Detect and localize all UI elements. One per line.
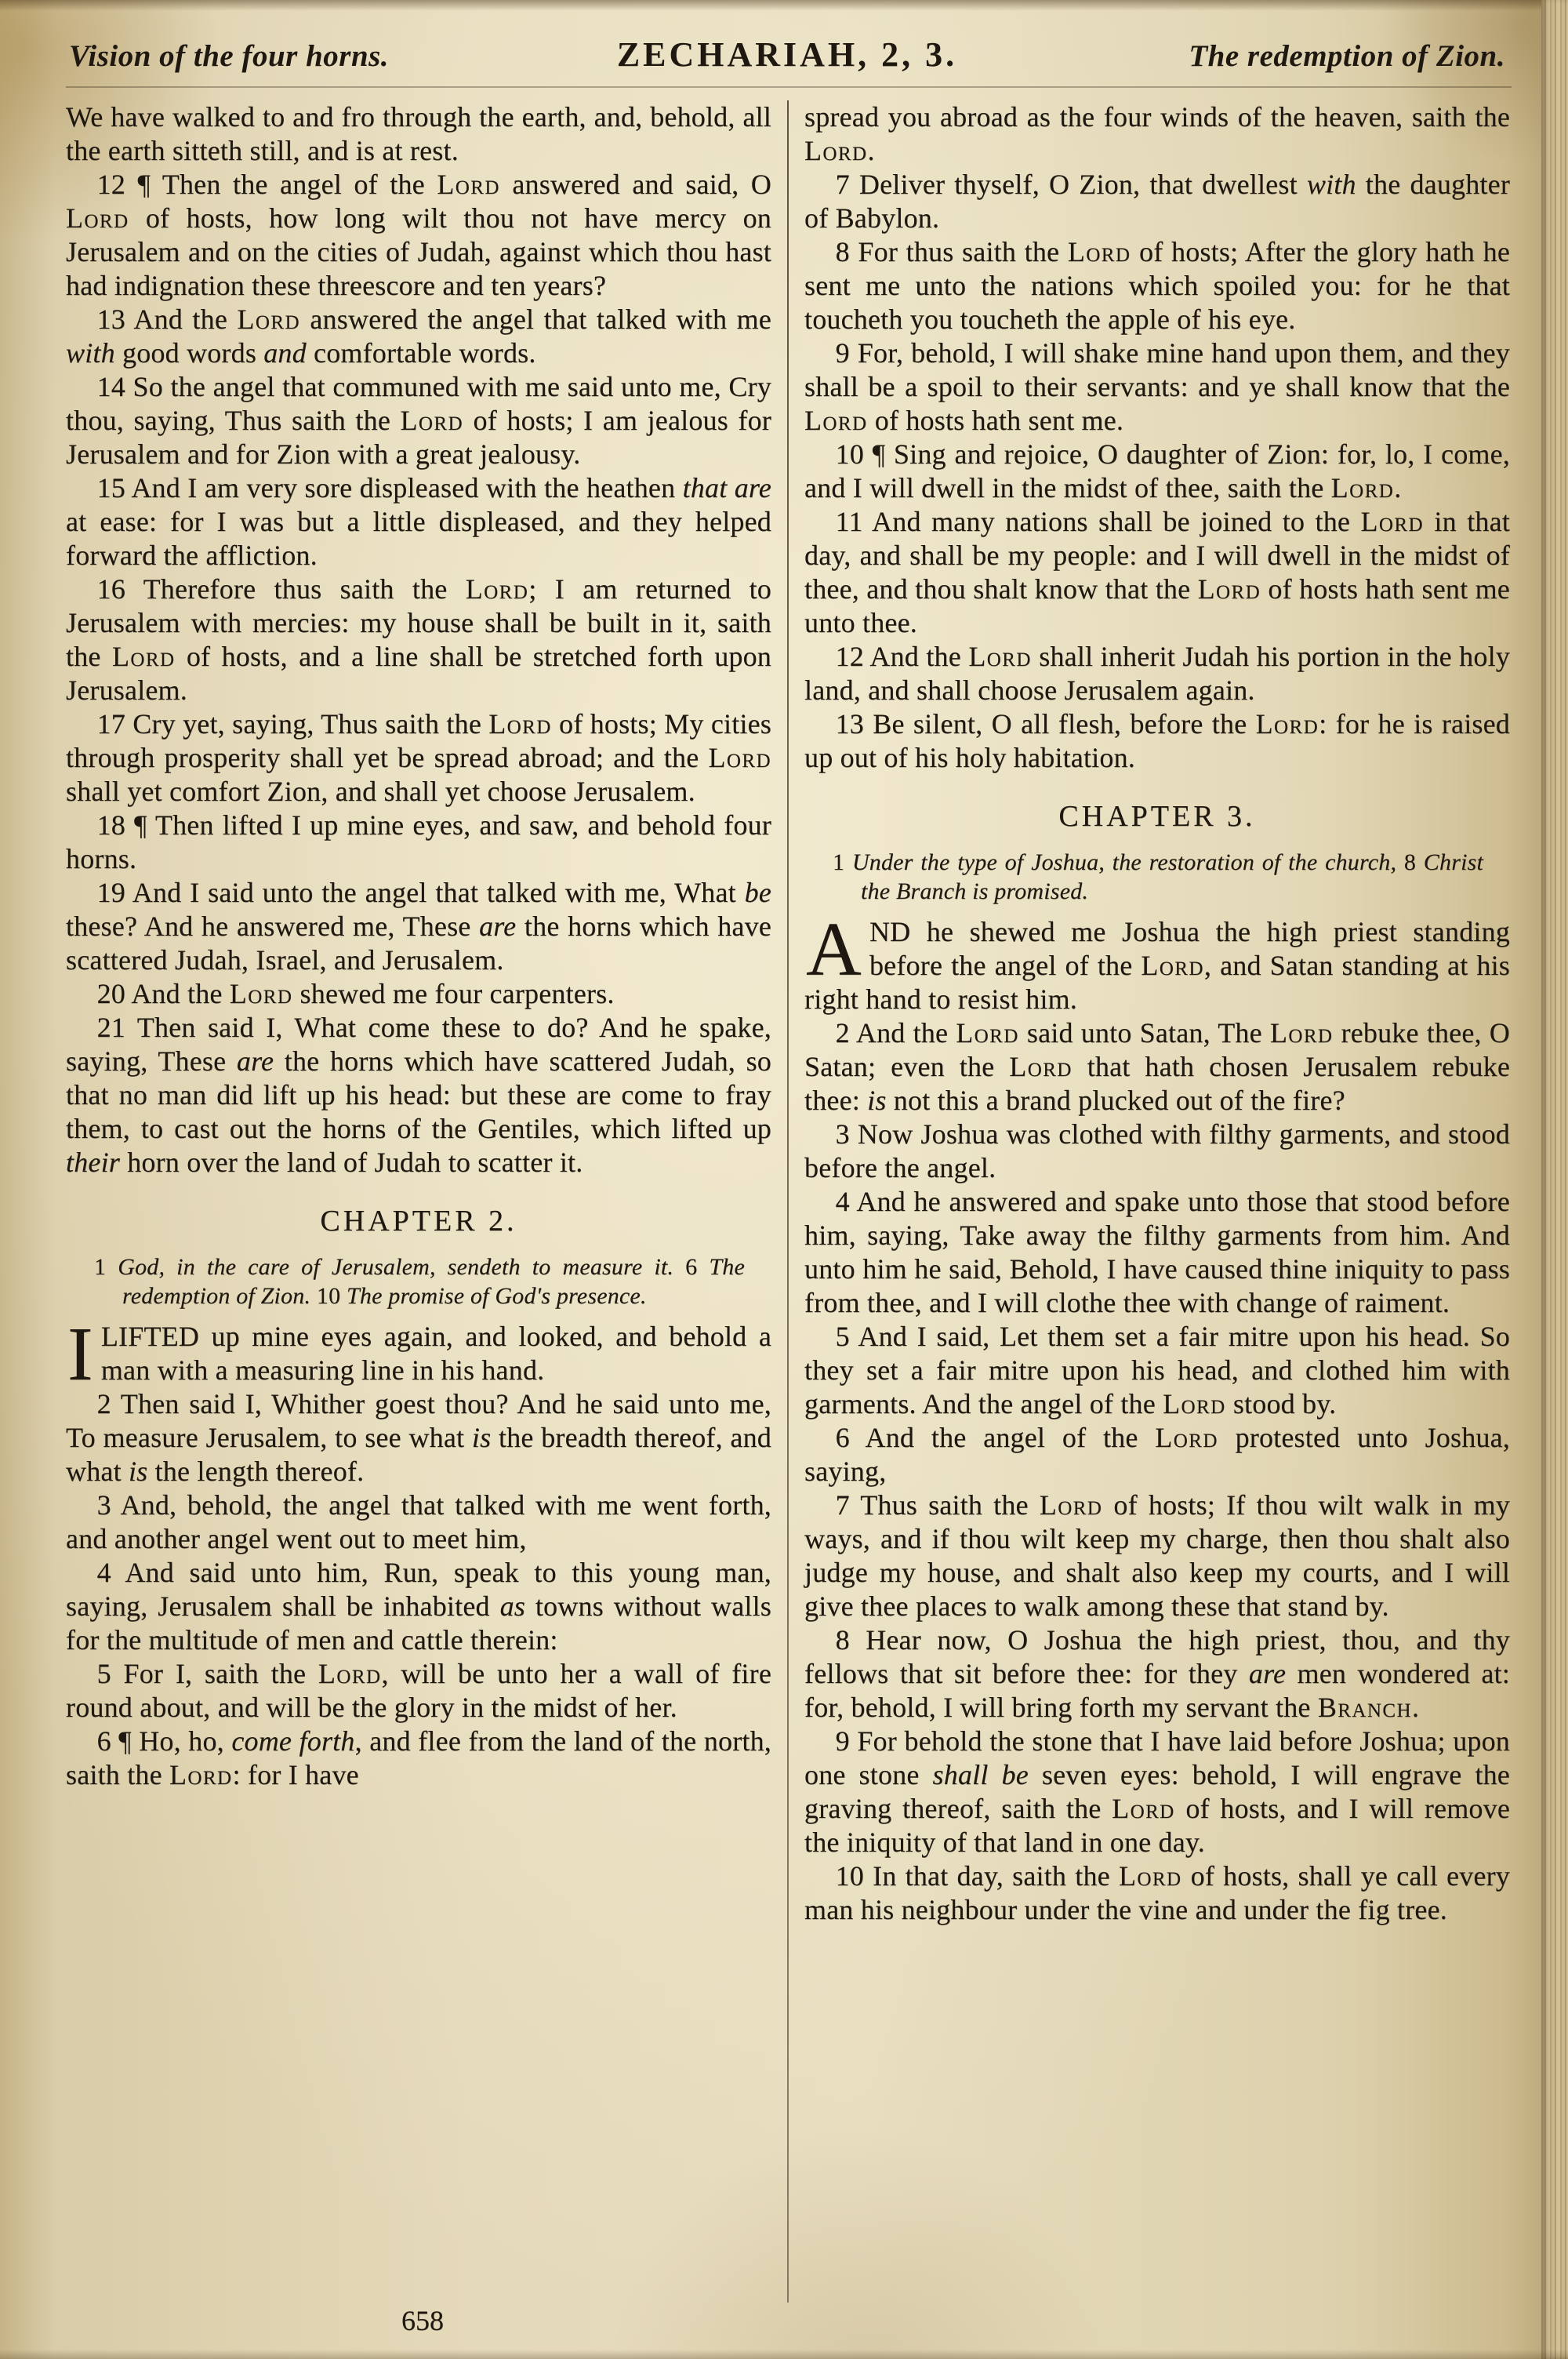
- verse-paragraph: We have walked to and fro through the earth, and, behold, all the earth sitteth still, and is at rest.: [66, 101, 771, 166]
- verse-paragraph: 19 And I said unto the angel that talked with me, What be these? And he answered me, These are the horns which have scattered Judah, Israel, and Jerusalem.: [66, 877, 771, 976]
- verse-paragraph: 3 And, behold, the angel that talked with me went forth, and another angel went out to meet him,: [66, 1489, 771, 1554]
- header-rule: [66, 86, 1512, 88]
- verse-paragraph: 8 Hear now, O Joshua the high priest, thou, and thy fellows that sit before thee: for they are men wondered at: for, behold, I will bring forth my servant the Branch.: [804, 1624, 1510, 1723]
- verse-paragraph: 5 For I, saith the Lord, will be unto her a wall of fire round about, and will be the glory in the midst of her.: [66, 1658, 771, 1723]
- verse-paragraph: 2 And the Lord said unto Satan, The Lord rebuke thee, O Satan; even the Lord that hath chosen Jerusalem rebuke thee: is not this a brand plucked out of the fire?: [804, 1017, 1510, 1116]
- verse-paragraph: 6 ¶ Ho, ho, come forth, and flee from the land of the north, saith the Lord: for I have: [66, 1725, 772, 1790]
- verse-paragraph: 12 And the Lord shall inherit Judah his portion in the holy land, and shall choose Jerusalem again.: [804, 641, 1510, 706]
- verse-paragraph: 21 Then said I, What come these to do? And he spake, saying, These are the horns which have scattered Judah, so that no man did lift up his head: but these are come to fray them, to cast out the horns of the Gentiles, which lifted up their horn over the land of Judah to scatter it.: [66, 1012, 771, 1178]
- drop-cap-initial: A: [806, 907, 862, 992]
- verse-paragraph: 15 And I am very sore displeased with the heathen that are at ease: for I was but a little displeased, and they helped forward the affliction.: [66, 472, 771, 571]
- text-area: [66, 100, 1510, 2303]
- book-page-edges: [1541, 0, 1568, 2359]
- verse-paragraph: 16 Therefore thus saith the Lord; I am returned to Jerusalem with mercies: my house shall be built in it, saith the Lord of hosts, and a line shall be stretched forth upon Jerusalem.: [66, 573, 772, 706]
- verse-paragraph: spread you abroad as the four winds of the heaven, saith the Lord.: [804, 101, 1510, 166]
- verse-paragraph: 18 ¶ Then lifted I up mine eyes, and saw, and behold four horns.: [66, 809, 771, 874]
- running-head-left: Vision of the four horns.: [69, 39, 390, 73]
- verse-paragraph: 4 And said unto him, Run, speak to this young man, saying, Jerusalem shall be inhabited as towns without walls for the multitude of men and cattle therein:: [66, 1557, 771, 1656]
- page-number: 658: [401, 2305, 444, 2336]
- verse-paragraph: 17 Cry yet, saying, Thus saith the Lord of hosts; My cities through prosperity shall yet be spread abroad; and the Lord shall yet comfort Zion, and shall yet choose Jerusalem.: [66, 708, 771, 807]
- chapter-summary: 1 Under the type of Joshua, the restoration of the church, 8 Christ the Branch is promised.: [833, 849, 1484, 904]
- verse-paragraph: 9 For behold the stone that I have laid before Joshua; upon one stone shall be seven eyes: behold, I will engrave the graving thereof, saith the Lord of hosts, and I will remove the iniquity of that land in one day.: [804, 1725, 1510, 1858]
- verse-paragraph: 9 For, behold, I will shake mine hand upon them, and they shall be a spoil to their servants: and ye shall know that the Lord of hosts hath sent me.: [804, 337, 1510, 436]
- verse-paragraph: 12 ¶ Then the angel of the Lord answered and said, O Lord of hosts, how long wilt thou not have mercy on Jerusalem and on the cities of Judah, against which thou hast had indignation these threescore and ten years?: [66, 169, 771, 301]
- verse-paragraph: 14 So the angel that communed with me said unto me, Cry thou, saying, Thus saith the Lord of hosts; I am jealous for Jerusalem and for Zion with a great jealousy.: [66, 371, 771, 470]
- verse-paragraph: 8 For thus saith the Lord of hosts; After the glory hath he sent me unto the nations which spoiled you: for he that toucheth you toucheth the apple of his eye.: [804, 236, 1510, 335]
- verse-paragraph: 5 And I said, Let them set a fair mitre upon his head. So they set a fair mitre upon his head, and clothed him with garments. And the angel of the Lord stood by.: [804, 1321, 1510, 1419]
- running-header: [69, 35, 1505, 75]
- verse-paragraph: 10 ¶ Sing and rejoice, O daughter of Zion: for, lo, I come, and I will dwell in the midst of thee, saith the Lord.: [804, 438, 1510, 503]
- chapter-heading: CHAPTER 2.: [320, 1205, 517, 1238]
- chapter-summary: 1 God, in the care of Jerusalem, sendeth to measure it. 6 The redemption of Zion. 10 The promise of God's presence.: [94, 1254, 745, 1309]
- verse-paragraph: 13 And the Lord answered the angel that talked with me with good words and comfortable words.: [66, 304, 771, 369]
- verse-paragraph: 2 Then said I, Whither goest thou? And he said unto me, To measure Jerusalem, to see what is the breadth thereof, and what is the length thereof.: [66, 1388, 772, 1487]
- verse-paragraph: ILIFTED up mine eyes again, and looked, and behold a man with a measuring line in his hand.: [67, 1312, 771, 1397]
- verse-paragraph: 7 Thus saith the Lord of hosts; If thou wilt walk in my ways, and if thou wilt keep my charge, then thou shalt also judge my house, and shalt also keep my courts, and I will give thee places to walk among these that stand by.: [804, 1489, 1510, 1622]
- verse-paragraph: 11 And many nations shall be joined to the Lord in that day, and shall be my people: and I will dwell in the midst of thee, and thou shalt know that the Lord of hosts hath sent me unto thee.: [804, 506, 1510, 638]
- verse-paragraph: AND he shewed me Joshua the high priest standing before the angel of the Lord, and Satan standing at his right hand to resist him.: [804, 907, 1510, 1015]
- verse-paragraph: 20 And the Lord shewed me four carpenters.: [96, 978, 615, 1009]
- column-left: [66, 100, 787, 2303]
- verse-paragraph: 7 Deliver thyself, O Zion, that dwellest with the daughter of Babylon.: [804, 169, 1511, 234]
- verse-paragraph: 10 In that day, saith the Lord of hosts, shall ye call every man his neighbour under the vine and under the fig tree.: [804, 1860, 1510, 1925]
- verse-paragraph: 3 Now Joshua was clothed with filthy garments, and stood before the angel.: [804, 1118, 1510, 1183]
- chapter-heading: CHAPTER 3.: [1058, 800, 1256, 833]
- drop-cap-initial: I: [67, 1312, 93, 1397]
- running-head-center: ZECHARIAH, 2, 3.: [616, 35, 958, 74]
- verse-paragraph: 13 Be silent, O all flesh, before the Lord: for he is raised up out of his holy habitation.: [804, 708, 1510, 773]
- column-right: [789, 100, 1510, 2303]
- verse-paragraph: 4 And he answered and spake unto those that stood before him, saying, Take away the filthy garments from him. And unto him he said, Behold, I have caused thine iniquity to pass from thee, and I will clothe thee with change of raiment.: [804, 1186, 1510, 1318]
- running-head-right: The redemption of Zion.: [1189, 39, 1505, 73]
- verse-paragraph: 6 And the angel of the Lord protested unto Joshua, saying,: [804, 1422, 1510, 1487]
